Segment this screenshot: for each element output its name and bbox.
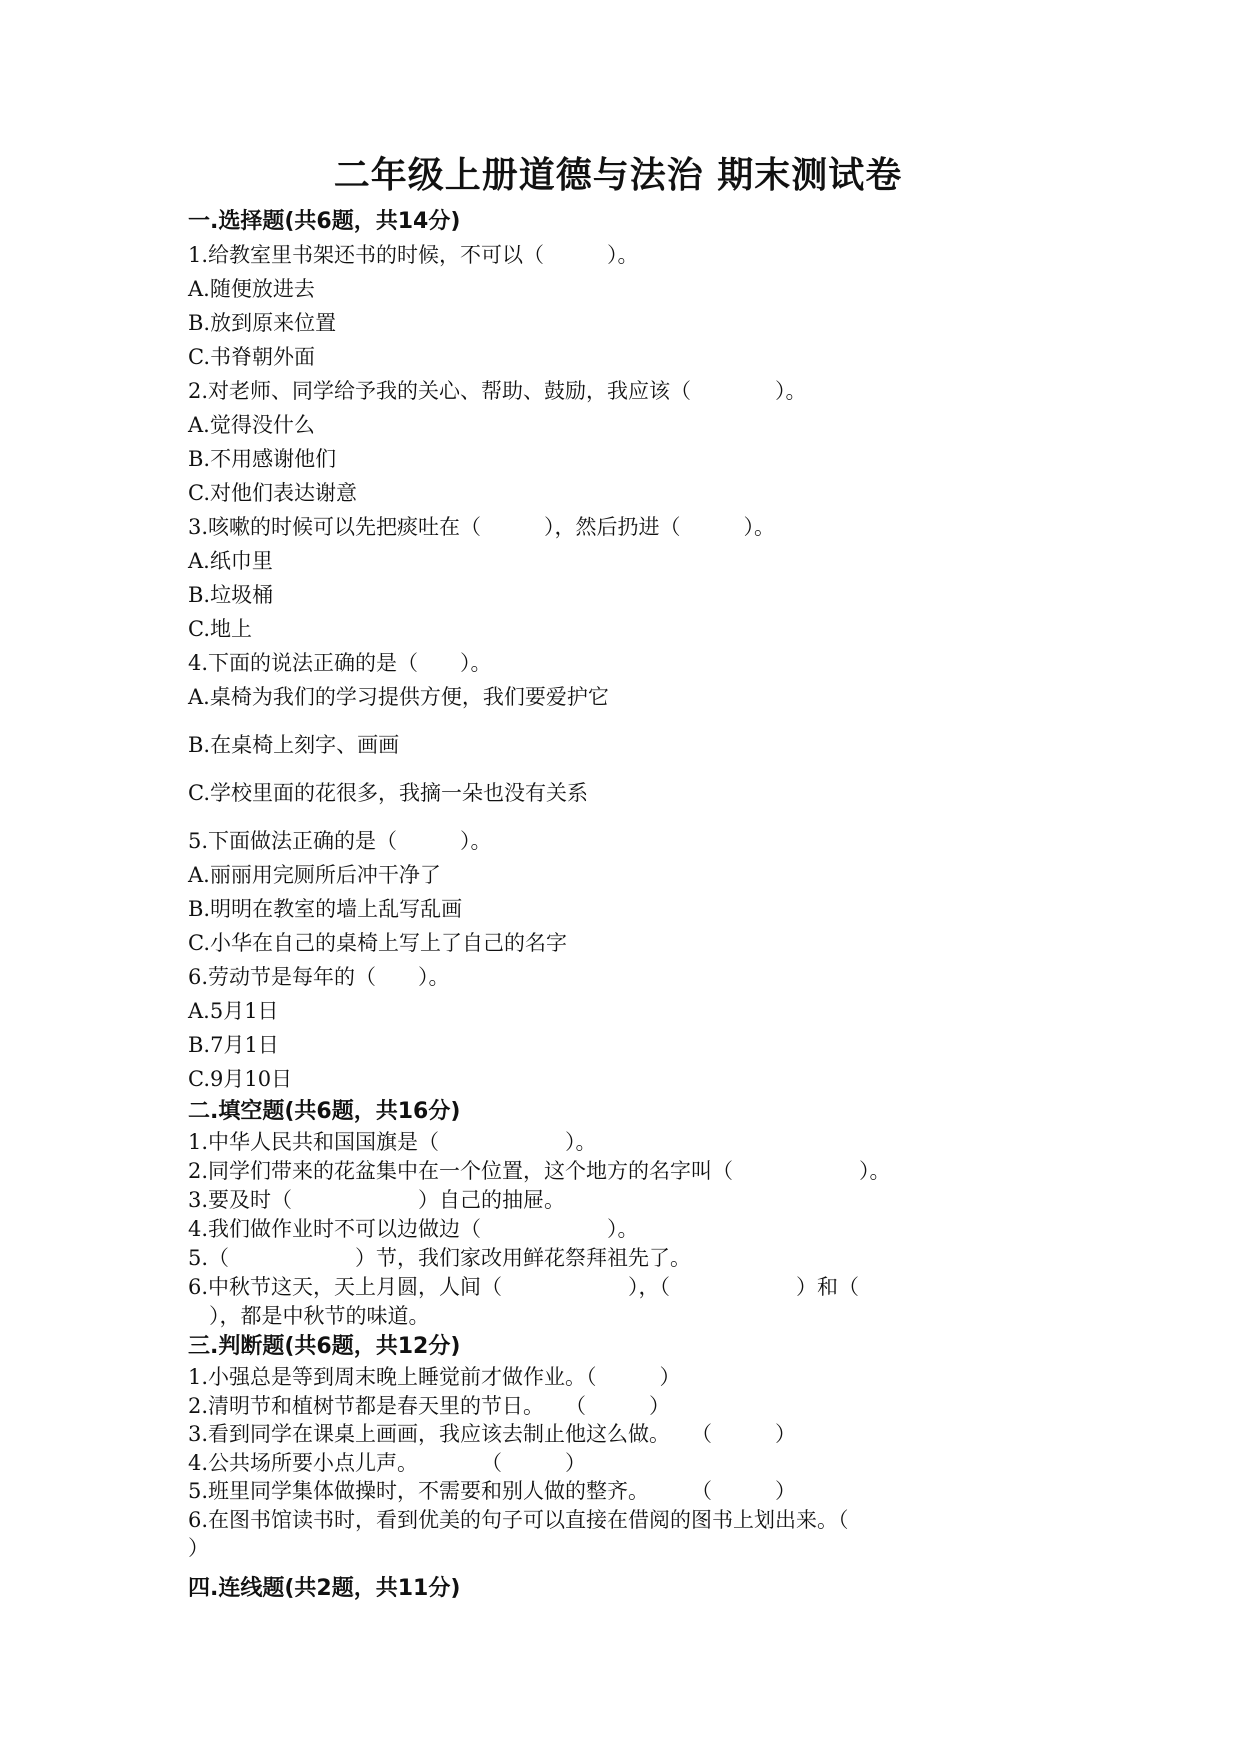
matching-section	[188, 1573, 1048, 1605]
judge-q6-line2: ）	[188, 1536, 209, 1560]
fill-q3: 3.要及时（ ）自己的抽屉。	[188, 1188, 566, 1212]
choice-q6-stem: 6.劳动节是每年的（ ）。	[188, 965, 450, 989]
judge-q1: 1.小强总是等到周末晚上睡觉前才做作业。（ ）	[188, 1365, 681, 1389]
choice-q2-option-a: A.觉得没什么	[188, 413, 315, 437]
choice-q2-option-b: B.不用感谢他们	[188, 447, 337, 471]
judge-q4: 4.公共场所要小点儿声。 （ ）	[188, 1450, 587, 1475]
choice-q1-stem: 1.给教室里书架还书的时候，不可以（ ）。	[188, 243, 639, 267]
section-heading-judge: 三.判断题(共6题，共12分)	[188, 1334, 461, 1359]
choice-q6-option-a: A.5月1日	[188, 999, 279, 1023]
judge-q6-line1: 6.在图书馆读书时，看到优美的句子可以直接在借阅的图书上划出来。（	[188, 1507, 849, 1532]
section-heading-fill: 二.填空题(共6题，共16分)	[188, 1099, 461, 1124]
choice-q6-option-b: B.7月1日	[188, 1033, 279, 1057]
section-heading-choice: 一.选择题(共6题，共14分)	[188, 209, 461, 234]
fill-q5: 5.（ ）节，我们家改用鲜花祭拜祖先了。	[188, 1246, 692, 1270]
judge-q2: 2.清明节和植树节都是春天里的节日。 （ ）	[188, 1393, 671, 1418]
fill-q2: 2.同学们带来的花盆集中在一个位置，这个地方的名字叫（ ）。	[188, 1159, 891, 1183]
choice-section	[188, 206, 1048, 1096]
choice-q1-option-c: C.书脊朝外面	[188, 345, 315, 369]
fill-section	[188, 1096, 1048, 1331]
choice-q4-option-a: A.桌椅为我们的学习提供方便，我们要爱护它	[188, 685, 609, 709]
choice-q4-option-c: C.学校里面的花很多，我摘一朵也没有关系	[188, 781, 588, 805]
choice-q2-stem: 2.对老师、同学给予我的关心、帮助、鼓励，我应该（ ）。	[188, 379, 807, 403]
section-heading-matching: 四.连线题(共2题，共11分)	[188, 1575, 461, 1601]
choice-q3-option-a: A.纸巾里	[188, 549, 273, 573]
choice-q5-option-b: B.明明在教室的墙上乱写乱画	[188, 897, 463, 921]
choice-q1-option-a: A.随便放进去	[188, 277, 315, 301]
judge-section	[188, 1331, 1048, 1563]
exam-page	[188, 150, 1048, 1605]
fill-q6-line1: 6.中秋节这天，天上月圆，人间（ ），（ ）和（	[188, 1275, 860, 1299]
page-title: 二年级上册道德与法治 期末测试卷	[333, 155, 903, 196]
choice-q5-option-c: C.小华在自己的桌椅上写上了自己的名字	[188, 931, 567, 955]
choice-q3-stem: 3.咳嗽的时候可以先把痰吐在（ ），然后扔进（ ）。	[188, 515, 776, 539]
choice-q3-option-b: B.垃圾桶	[188, 583, 274, 607]
judge-q5: 5.班里同学集体做操时，不需要和别人做的整齐。 （ ）	[188, 1479, 797, 1503]
choice-q2-option-c: C.对他们表达谢意	[188, 481, 357, 505]
choice-q3-option-c: C.地上	[188, 617, 252, 641]
choice-q4-option-b: B.在桌椅上刻字、画画	[188, 733, 400, 757]
fill-q1: 1.中华人民共和国国旗是（ ）。	[188, 1130, 597, 1154]
choice-q5-option-a: A.丽丽用完厕所后冲干净了	[188, 863, 441, 887]
fill-q4: 4.我们做作业时不可以边做边（ ）。	[188, 1217, 639, 1241]
choice-q5-stem: 5.下面做法正确的是（ ）。	[188, 829, 492, 853]
choice-q6-option-c: C.9月10日	[188, 1067, 293, 1091]
fill-q6-line2: ），都是中秋节的味道。	[188, 1304, 430, 1328]
choice-q4-stem: 4.下面的说法正确的是（ ）。	[188, 651, 492, 675]
choice-q1-option-b: B.放到原来位置	[188, 311, 337, 335]
judge-q3: 3.看到同学在课桌上画画，我应该去制止他这么做。 （ ）	[188, 1422, 797, 1446]
